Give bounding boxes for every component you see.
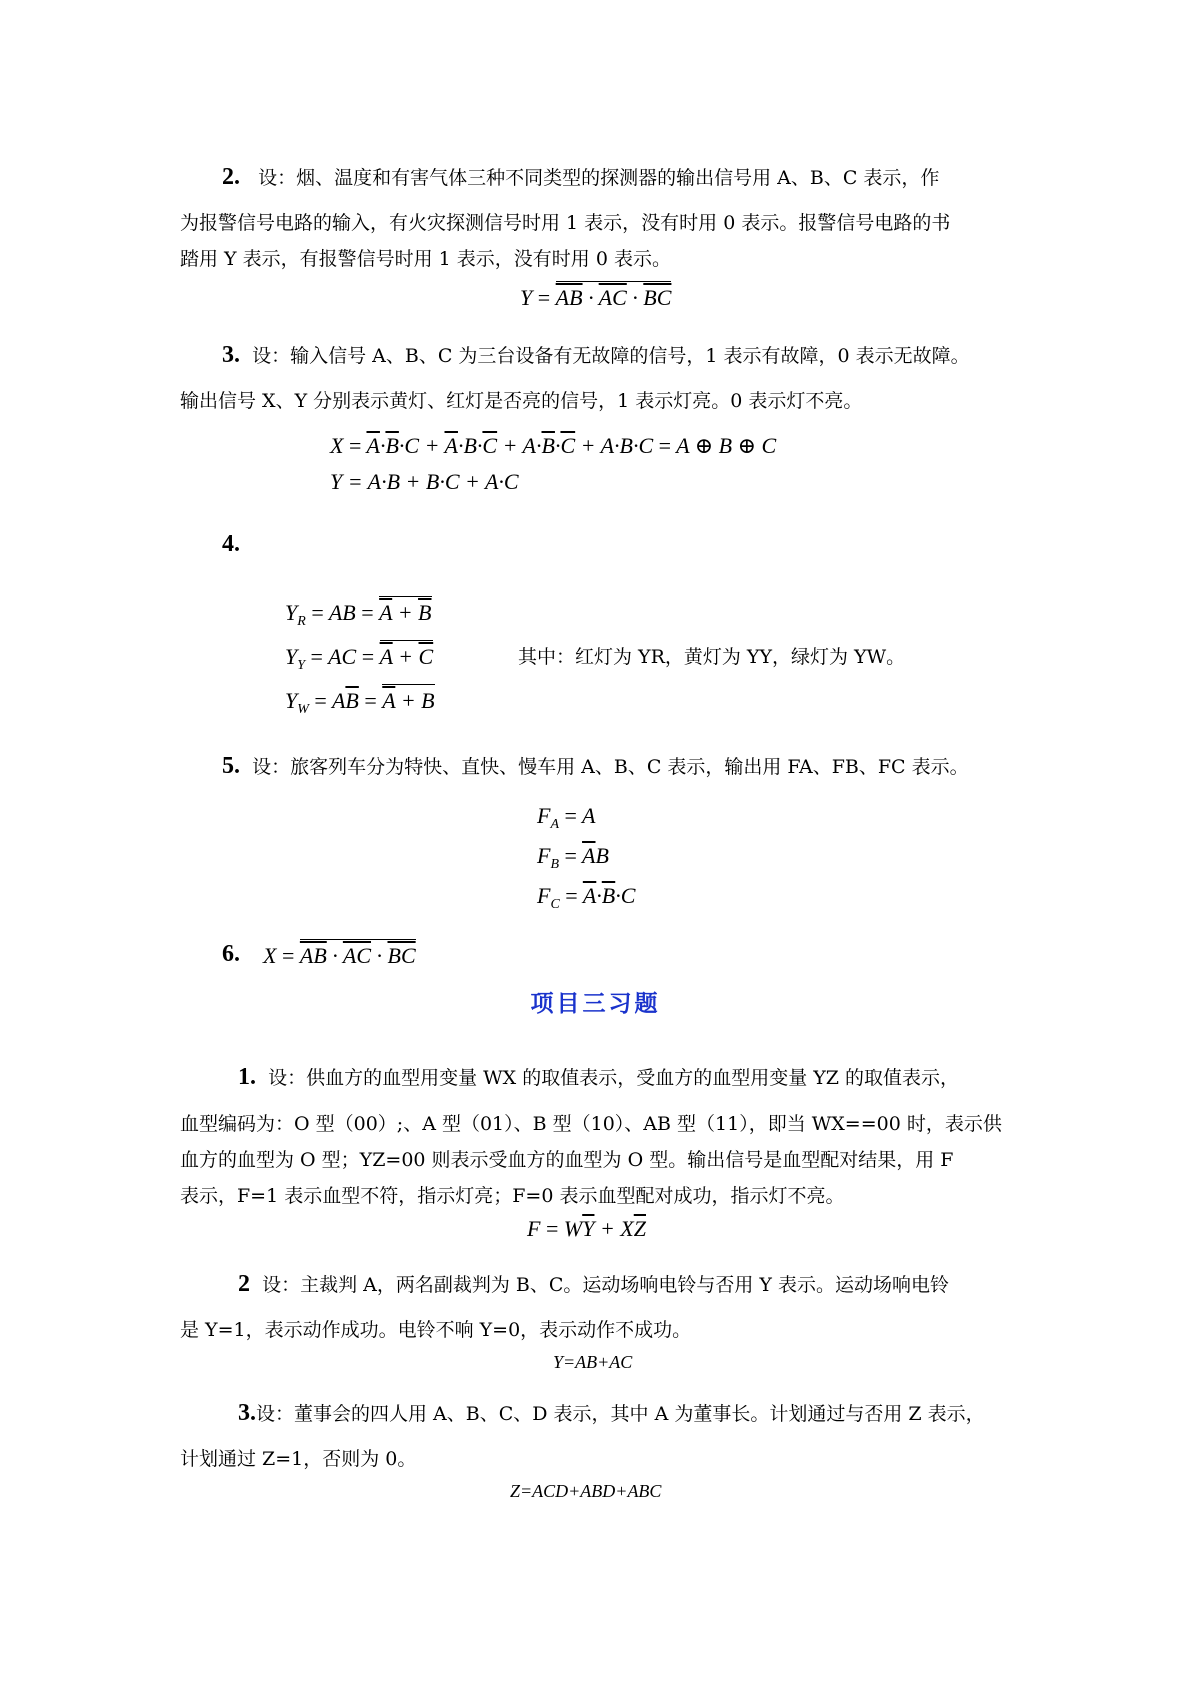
paragraph-text: 设：董事会的四人用 A、B、C、D 表示，其中 A 为董事长。计划通过与否用 Z 表示， bbox=[256, 1403, 985, 1425]
problem-4-line bbox=[222, 528, 240, 561]
equation-x-problem-6: $X = \overline{AB} \cdot \overline{AC} \cdot \overline{BC}$ bbox=[263, 939, 416, 970]
s1-line-1 bbox=[238, 1061, 959, 1094]
equation-yw: $Y_W = A\overline{B} = \overline{A} + B$ bbox=[285, 684, 435, 724]
equation-f: $F = W\overline{Y} + X\overline{Z}$ bbox=[527, 1216, 646, 1241]
problem-2-line-3: 踏用 Y 表示，有报警信号时用 1 表示，没有时用 0 表示。 bbox=[180, 248, 671, 270]
problem-3-line-2: 输出信号 X、Y 分别表示黄灯、红灯是否亮的信号，1 表示灯亮。0 表示灯不亮。 bbox=[180, 390, 863, 412]
problem-6-line bbox=[222, 938, 240, 971]
equation-fa: $F_A = A$ bbox=[537, 803, 596, 832]
s1-line-4: 表示，F=1 表示血型不符，指示灯亮；F=0 表示血型配对成功，指示灯不亮。 bbox=[180, 1185, 845, 1207]
paragraph-text: 设：供血方的血型用变量 WX 的取值表示，受血方的血型用变量 YZ 的取值表示， bbox=[268, 1067, 960, 1089]
equation-z-s3: Z=ACD+ABD+ABC bbox=[510, 1481, 662, 1501]
equation-yr: $Y_R$ = AB = $\overline{A} + \overline{B}$ bbox=[285, 596, 432, 636]
problem-5-line-1 bbox=[222, 750, 969, 783]
s3-line-1 bbox=[238, 1397, 985, 1430]
problem-3-line-1 bbox=[222, 339, 970, 372]
equation-y-s2: Y=AB+AC bbox=[553, 1352, 633, 1372]
problem-number: 3. bbox=[222, 342, 240, 368]
s3-line-2: 计划通过 Z=1，否则为 0。 bbox=[180, 1448, 417, 1470]
problem-number: 4. bbox=[222, 531, 240, 557]
equation-y-problem-2: $Y = \overline{AB} \cdot \overline{AC} \cdot \overline{BC}$ bbox=[520, 281, 671, 312]
s2-line-2: 是 Y=1，表示动作成功。电铃不响 Y=0，表示动作不成功。 bbox=[180, 1319, 692, 1341]
problem-number: 5. bbox=[222, 753, 240, 779]
equation-fc: $F_C = \overline{A}\cdot\overline{B}\cdot C$ bbox=[537, 883, 636, 912]
problem-number: 1. bbox=[238, 1064, 256, 1090]
equation-fb: $F_B = \overline{A}B$ bbox=[537, 843, 609, 872]
paragraph-text: 设：主裁判 A，两名副裁判为 B、C。运动场响电铃与否用 Y 表示。运动场响电铃 bbox=[262, 1274, 950, 1296]
paragraph-text: 设：烟、温度和有害气体三种不同类型的探测器的输出信号用 A、B、C 表示，作 bbox=[258, 167, 940, 189]
equation-x-problem-3: $X = \overline{A}\cdot\overline{B}\cdot C + \overline{A}\cdot B\cdot\overline{C} + A\cdot\overline{B}\cdot\overline{C} + A\cdot B\cdot C = A$ ⊕ B ⊕ C bbox=[330, 433, 777, 458]
equation-y-problem-3: Y = A·B + B·C + A·C bbox=[330, 469, 519, 494]
light-definition-note: 其中：红灯为 YR，黄灯为 YY，绿灯为 YW。 bbox=[518, 646, 906, 668]
section-title: 项目三习题 bbox=[530, 991, 661, 1017]
s2-line-1 bbox=[238, 1268, 949, 1301]
problem-number: 6. bbox=[222, 941, 240, 967]
paragraph-text: 设：旅客列车分为特快、直快、慢车用 A、B、C 表示，输出用 FA、FB、FC 表示。 bbox=[252, 756, 969, 778]
problem-number: 2. bbox=[222, 164, 240, 190]
problem-2-line-2: 为报警信号电路的输入，有火灾探测信号时用 1 表示，没有时用 0 表示。报警信号电路的书 bbox=[180, 212, 951, 234]
s1-line-3: 血方的血型为 O 型；YZ=00 则表示受血方的血型为 O 型。输出信号是血型配对结果，用 F bbox=[180, 1149, 954, 1171]
problem-number: 3. bbox=[238, 1400, 256, 1426]
paragraph-text: 设：输入信号 A、B、C 为三台设备有无故障的信号，1 表示有故障，0 表示无故障。 bbox=[252, 345, 970, 367]
s1-line-2: 血型编码为：O 型（00）;、A 型（01）、B 型（10）、AB 型（11），即当 WX==00 时，表示供 bbox=[180, 1113, 1002, 1135]
problem-number: 2 bbox=[238, 1271, 250, 1297]
equation-yy: $Y_Y$ = AC = $\overline{A} + \overline{C}$ bbox=[285, 640, 433, 680]
problem-2-line-1 bbox=[222, 161, 939, 194]
